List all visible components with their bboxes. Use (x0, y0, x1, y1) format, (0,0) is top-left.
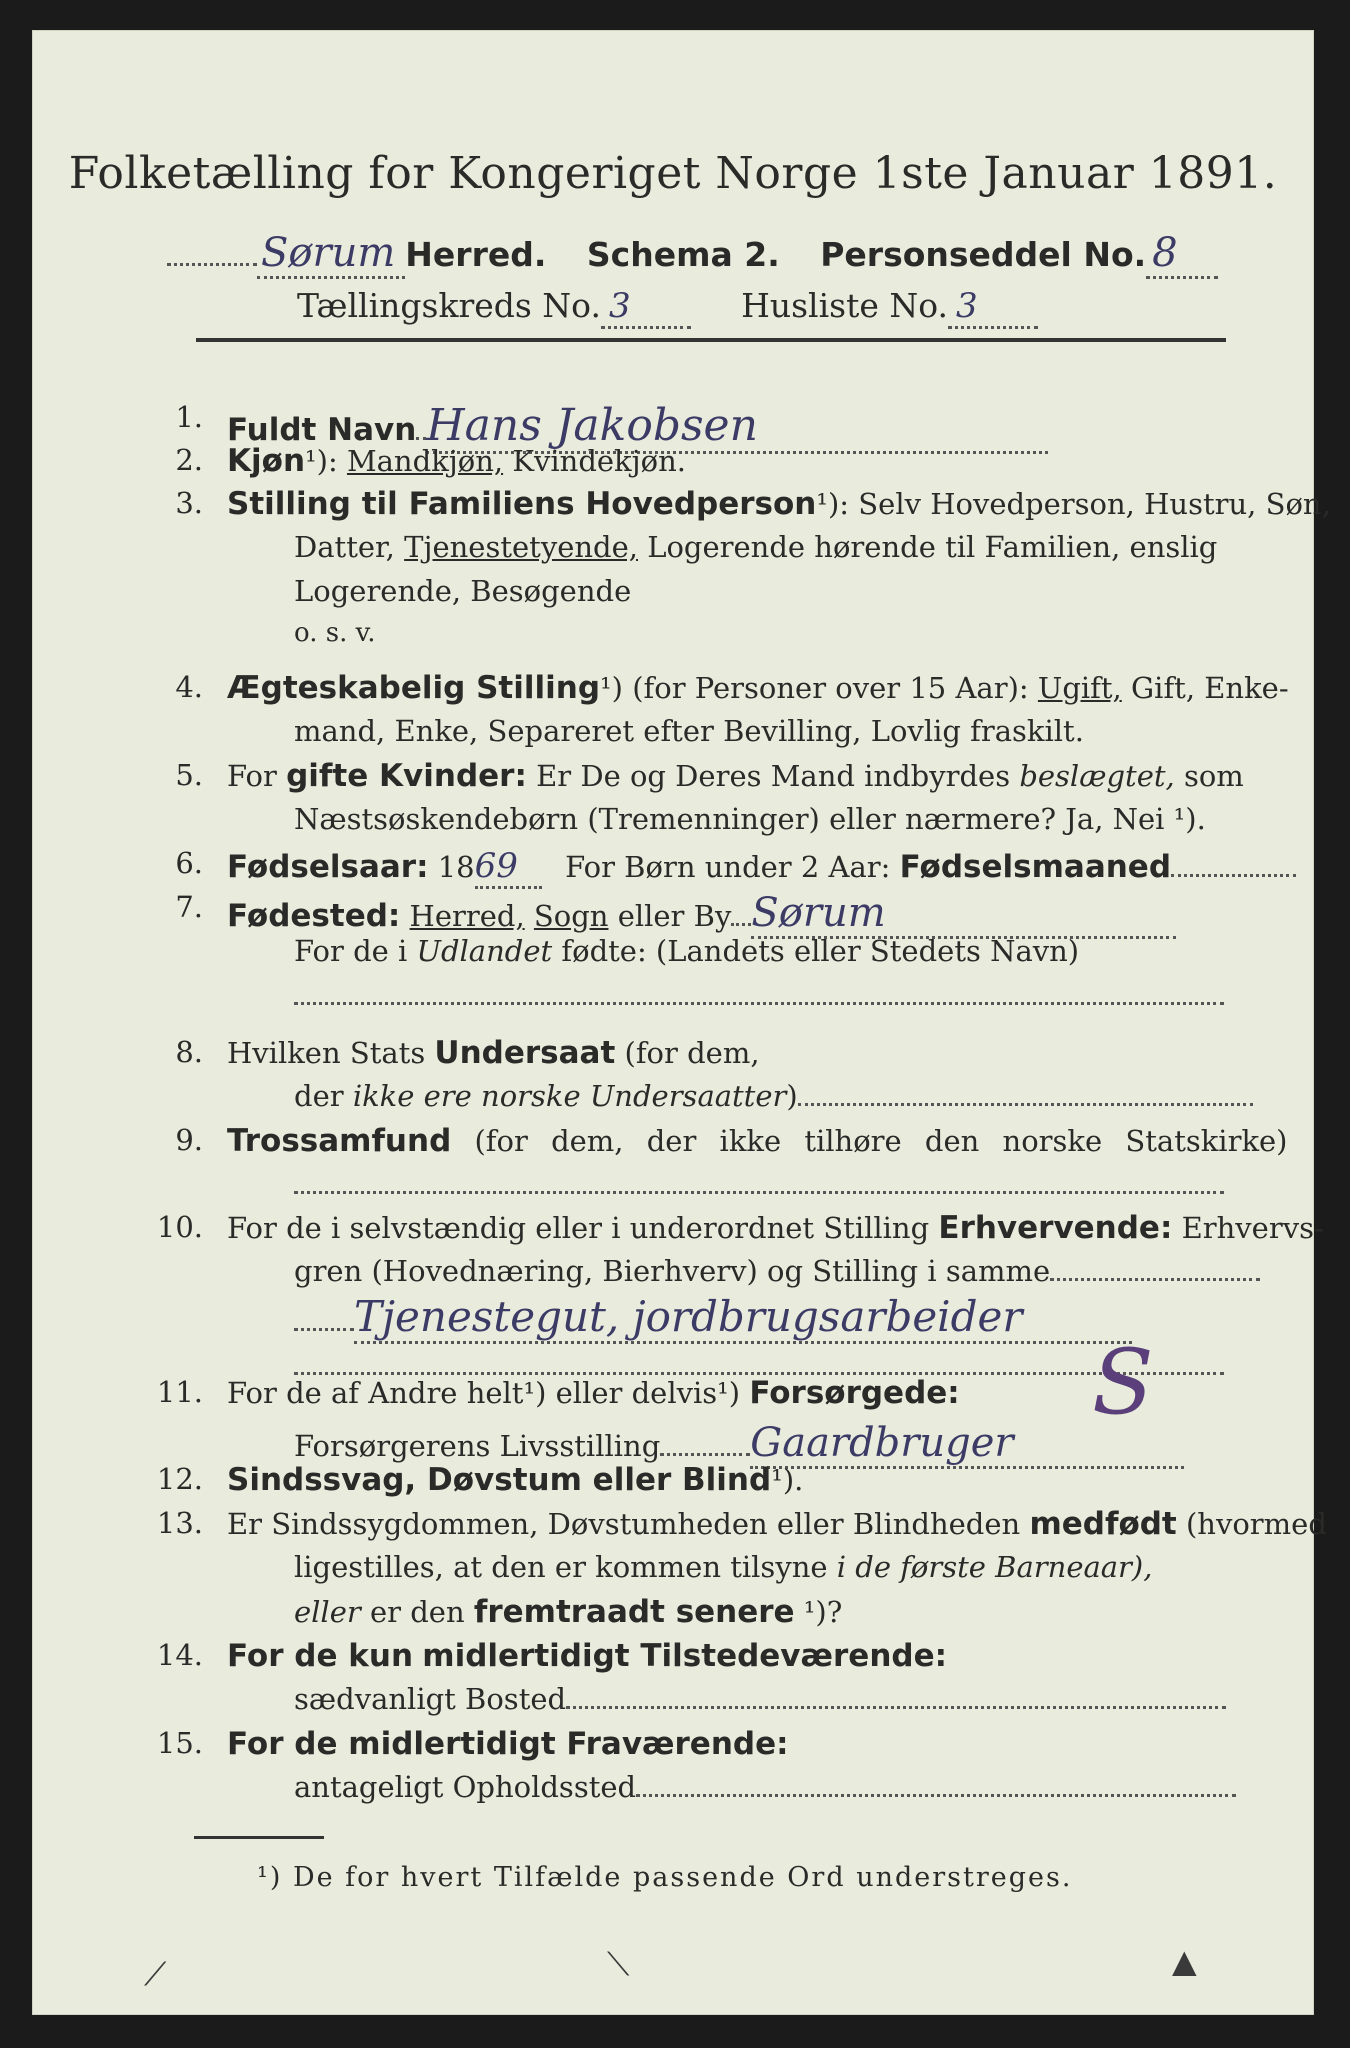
kreds-value: 3 (601, 286, 691, 329)
kreds-label: Tællingskreds No. (297, 286, 601, 325)
occupation-value: Tjenestegut, jordbrugsarbeider (354, 1292, 1132, 1344)
item-2-label: Kjøn (227, 443, 306, 479)
husliste-label: Husliste No. (741, 286, 949, 325)
birthplace-sogn: Sogn (533, 899, 609, 933)
item-14-line2 (294, 1682, 1226, 1716)
item-5-text1c: som (1183, 759, 1244, 793)
item-12-disability (227, 1462, 803, 1498)
item-8-label: Undersaat (434, 1035, 616, 1071)
footnote-divider (194, 1836, 324, 1839)
corner-mark-left: ⟋ (144, 1955, 167, 1993)
item-11-line1: For de af Andre helt¹) eller delvis¹) Forsørgede: (227, 1375, 960, 1411)
item-14-number: 14. (156, 1638, 203, 1672)
personseddel-label: Personseddel No. (820, 235, 1147, 274)
item-13-text2b: i de første Barneaar), (836, 1550, 1153, 1584)
item-8-text1a: Hvilken Stats (227, 1036, 426, 1070)
item-11-label: Forsørgede: (749, 1375, 960, 1411)
item-6-label2: Fødselsmaaned (899, 849, 1172, 885)
item-7-blank-line (294, 978, 1224, 1012)
item-13-text3a: eller (294, 1595, 361, 1629)
footnote: ¹) De for hvert Tilfælde passende Ord understreges. (257, 1862, 1073, 1893)
item-11-line2 (294, 1420, 1184, 1466)
household-position-underlined: Tjenestetyende, (404, 530, 638, 564)
item-12-sup: ¹). (771, 1463, 804, 1497)
annotation-mark: S (1092, 1330, 1154, 1435)
sex-option-female: Kvindekjøn. (512, 444, 686, 478)
item-10-text2: gren (Hovednæring, Bierhverv) og Stilling i samme (294, 1254, 1051, 1288)
herred-label: Herred. (405, 235, 547, 274)
item-4-text1a: (for Personer over 15 Aar): (632, 671, 1029, 705)
item-3-sup: ¹): (816, 487, 850, 521)
item-9-religion (227, 1123, 1288, 1159)
item-3-line2 (294, 530, 1217, 564)
herred-value: Sørum (257, 230, 405, 279)
item-11-number: 11. (156, 1375, 203, 1409)
schema-label: Schema 2. (586, 235, 780, 274)
full-name-value: Hans Jakobsen (426, 400, 1048, 454)
item-12-label: Sindssvag, Døvstum eller Blind (227, 1462, 772, 1498)
item-5-pre: For (227, 759, 277, 793)
item-8-text1b: (for dem, (624, 1036, 760, 1070)
item-3-text1: Selv Hovedperson, Hustru, Søn, (858, 487, 1331, 521)
item-5-text1b: beslægtet, (1019, 759, 1175, 793)
item-14-label: midlertidigt Tilstedeværende: (422, 1638, 947, 1674)
item-8-line1 (227, 1035, 760, 1071)
birthyear-prefix: 18 (437, 850, 475, 884)
sex-option-male: Mandkjøn, (346, 444, 504, 478)
corner-mark-right: ▲ (1172, 1942, 1197, 1980)
item-4-sup: ¹) (600, 671, 623, 705)
item-13-label2: fremtraadt senere (473, 1594, 795, 1630)
item-5-text1a: Er De og Deres Mand indbyrdes (536, 759, 1011, 793)
item-3-text2a: Datter, (294, 530, 395, 564)
item-3-number: 3. (175, 486, 203, 520)
item-13-label: medfødt (1029, 1506, 1177, 1542)
item-11-text1b: eller delvis (555, 1376, 718, 1410)
item-7-label: Fødested: (227, 898, 401, 934)
item-10-text1a: For de i selvstændig eller i underordnet Stilling (227, 1211, 930, 1245)
item-5-number: 5. (175, 758, 203, 792)
item-13-text3c: ¹)? (803, 1595, 843, 1629)
item-15-line2 (294, 1770, 1236, 1804)
item-14-text2: sædvanligt Bosted (294, 1682, 567, 1716)
item-10-text1b: Erhvervs- (1181, 1211, 1324, 1245)
item-10-label: Erhvervende: (938, 1210, 1173, 1246)
item-10-line1 (227, 1210, 1324, 1246)
item-5-line1 (227, 758, 1244, 794)
item-7-rest: eller By (617, 899, 732, 933)
item-2-sup: ¹): (305, 444, 338, 478)
item-3-label: Stilling til Familiens Hovedperson (227, 486, 817, 522)
provider-occupation-value: Gaardbruger (750, 1420, 1183, 1469)
item-1-label: Fuldt Navn (227, 412, 417, 448)
census-form-sheet (32, 30, 1331, 2015)
item-6-mid: For Børn under 2 Aar: (565, 850, 891, 884)
item-3-line4: o. s. v. (294, 618, 376, 648)
item-5-line2: Næstsøskendebørn (Tremenninger) eller nærmere? Ja, Nei ¹). (294, 802, 1206, 836)
item-3-line1 (227, 486, 1331, 522)
personseddel-value: 8 (1146, 230, 1217, 279)
item-7-line2 (294, 934, 1079, 968)
corner-mark-center: ⟍ (607, 1945, 630, 1983)
item-11-text2: Forsørgerens Livsstilling (294, 1429, 661, 1463)
item-5-label: gifte Kvinder: (286, 758, 527, 794)
item-8-text2a: der (294, 1079, 344, 1113)
husliste-value: 3 (948, 286, 1038, 329)
item-15-label: For de midlertidigt Fraværende: (227, 1726, 789, 1762)
header-row-herred (167, 230, 1218, 276)
item-3-line3: Logerende, Besøgende (294, 574, 632, 608)
item-15-line1 (227, 1726, 789, 1762)
item-3-text2c: Logerende hørende til Familien, enslig (647, 530, 1218, 564)
item-13-text2a: ligestilles, at den er kommen tilsyne (294, 1550, 828, 1584)
item-7-text2c: fødte: (Landets eller Stedets Navn) (561, 934, 1080, 968)
marital-status-underlined: Ugift, (1037, 671, 1122, 705)
item-8-number: 8. (175, 1035, 203, 1069)
item-11-text1a: For de af Andre helt (227, 1376, 524, 1410)
header-row-kreds (297, 286, 1038, 326)
item-10-occupation (294, 1292, 1132, 1341)
item-9-blank-line (294, 1167, 1224, 1201)
item-15-number: 15. (156, 1726, 203, 1760)
item-13-text1a: Er Sindssygdommen, Døvstumheden eller Blindheden (227, 1507, 1021, 1541)
item-7-text2a: For de i (294, 934, 408, 968)
item-6-birthyear (227, 846, 1296, 886)
item-13-line3 (294, 1594, 842, 1630)
item-4-line1 (227, 670, 1289, 706)
item-12-number: 12. (156, 1462, 203, 1496)
item-10-line2 (294, 1254, 1260, 1288)
item-13-text1b: (hvormed (1185, 1507, 1327, 1541)
item-2-number: 2. (175, 443, 203, 477)
item-8-text2b: ikke ere norske Undersaatter (352, 1079, 787, 1113)
birthplace-value: Sørum (751, 890, 1175, 939)
item-6-label: Fødselsaar: (227, 849, 429, 885)
item-7-text2b: Udlandet (416, 934, 553, 968)
item-6-number: 6. (175, 846, 203, 880)
item-7-number: 7. (175, 890, 203, 924)
item-13-number: 13. (156, 1506, 203, 1540)
item-4-number: 4. (175, 670, 203, 704)
item-8-line2: der ikke ere norske Undersaatter) (294, 1079, 1253, 1113)
item-13-line2 (294, 1550, 1152, 1584)
item-2-sex (227, 443, 686, 479)
item-4-label: Ægteskabelig Stilling (227, 670, 601, 706)
form-title: Folketælling for Kongeriget Norge 1ste Januar 1891. (68, 148, 1278, 199)
item-4-line2: mand, Enke, Separeret efter Bevilling, Lovlig fraskilt. (294, 714, 1084, 748)
item-13-text3b: er den (369, 1595, 465, 1629)
item-9-rest: (for dem, der ikke tilhøre den norske Statskirke) (474, 1124, 1288, 1158)
item-15-text2: antageligt Opholdssted (294, 1770, 637, 1804)
header-divider (196, 338, 1226, 342)
item-10-number: 10. (156, 1210, 203, 1244)
item-9-label: Trossamfund (227, 1123, 452, 1159)
birthyear-value: 69 (475, 846, 542, 889)
item-14-line1 (227, 1638, 947, 1674)
item-4-text1c: Gift, Enke- (1131, 671, 1289, 705)
item-7-birthplace (227, 890, 1176, 936)
item-14-pre: For de kun (227, 1638, 414, 1674)
birthplace-herred: Herred, (409, 899, 525, 933)
item-1-number: 1. (175, 400, 203, 434)
item-13-line1 (227, 1506, 1327, 1542)
item-9-number: 9. (175, 1123, 203, 1157)
